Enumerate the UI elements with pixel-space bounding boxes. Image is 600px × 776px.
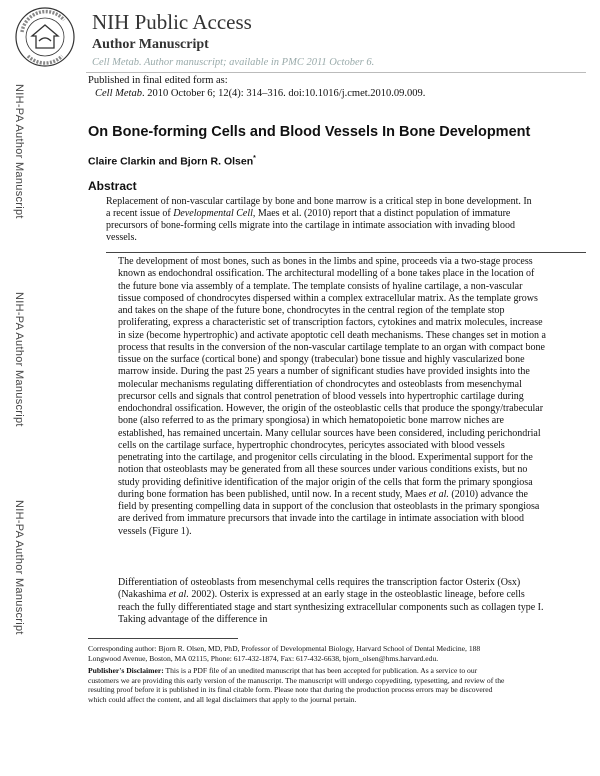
para2-part-b: 2002). Osterix is expressed at an early stage in the osteoblastic lineage, before cells reach the fully differentiated stage and start synthesizing extracellular components such as collagen type I. Taking advantage of the difference in <box>118 589 544 625</box>
body-paragraph-1 <box>118 256 546 538</box>
note-rest: . Author manuscript; available in PMC 2011 October 6. <box>138 57 375 68</box>
author-names: Claire Clarkin and Bjorn R. Olsen <box>88 155 254 168</box>
publisher-disclaimer <box>88 666 508 704</box>
para2-et-al: et al. <box>168 589 189 601</box>
author-list <box>88 155 256 168</box>
sidebar-label-2: NIH-PA Author Manuscript <box>13 292 25 427</box>
header-divider <box>86 72 586 73</box>
citation-details: . 2010 October 6; 12(4): 314–316. doi:10.1016/j.cmet.2010.09.009. <box>141 88 426 99</box>
article-title: On Bone-forming Cells and Blood Vessels In Bone Development <box>88 124 531 140</box>
author-mark: * <box>253 155 256 162</box>
repository-title: NIH Public Access <box>92 10 252 34</box>
abstract-part-b: , Maes et al. (2010) report that a distinct population of immature precursors of bone-forming cells migrate into the cartilage in intimate association with invading blood vessels. <box>106 208 516 243</box>
footnote-divider <box>88 638 238 639</box>
citation-line <box>95 88 425 99</box>
para2-part-a: Differentiation of osteoblasts from mesenchymal cells requires the transcription factor Osterix (Osx) (Nakashima <box>118 577 521 601</box>
published-in-label: Published in final edited form as: <box>88 75 228 86</box>
manuscript-type: Author Manuscript <box>92 37 209 52</box>
para1-part-b: (2010) advance the field by presenting compelling data in support of the conclusion that osteoblasts in the primary spongiosa are derived from immature precursors that invade into the cartilage in intimate association with blood vessels (Figure 1). <box>118 488 540 537</box>
disclaimer-text: This is a PDF file of an unedited manuscript that has been accepted for publication. As a service to our customers we are providing this early version of the manuscript. The manuscript will undergo copyediting, typesetting, and review of the resulting proof before it is published in its final citable form. Please note that during the production process errors may be discovered which could affect the content, and all legal disclaimers that apply to the journal pertain. <box>88 666 505 704</box>
note-journal: Cell Metab <box>92 57 139 68</box>
citation-journal: Cell Metab <box>95 88 142 99</box>
disclaimer-label: Publisher's Disclaimer: <box>88 666 164 675</box>
nih-seal-logo <box>14 6 76 68</box>
abstract-part-a: Replacement of non-vascular cartilage by bone and bone marrow is a critical step in bone development. In a recent issue of <box>106 196 532 219</box>
abstract-divider <box>106 252 586 253</box>
abstract-journal: Developmental Cell <box>173 208 253 219</box>
abstract-heading: Abstract <box>88 179 137 193</box>
para1-part-a: The development of most bones, such as bones in the limbs and spine, proceeds via a two-stage process known as endochondral ossification. The architectural modelling of a bone takes place in the location of the future bone via assembly of a template. The template consists of hyaline cartilage, a non-vascular tissue composed of chondrocytes dispersed within a complex extracellular matrix. As the template grows and takes on the shape of the future bone, chondrocytes in the central region of the template stop proliferating, express a characteristic set of transcription factors, cytokines and matrix molecules, increase in size (become hypertrophic) and activate apoptotic cell death mechanisms. These changes set in motion a process that results in the conversion of the non-vascular cartilage template to an organ with compact bone tissue on the surface (cortical bone) and spongy (trabecular) bone tissue and highly vascularized bone marrow inside. During the past 25 years a number of significant studies have provided insights into the molecular mechanisms regulating differentiation of chondrocytes and osteoblasts from mesenchymal precursor cells and signals that control penetration of blood vessels into hypertrophic cartilage during endochondral ossification. However, the origin of the osteoblastic cells that produce the spongy/trabecular bone (also referred to as the primary spongiosa) in which hematopoietic bone marrow niches are established, has remained uncertain. Many cellular sources have been considered, including perichondrial cells on the cartilage surface, hypertrophic chondrocytes, pericytes associated with blood vessels penetrating into the cartilage, and progenitor cells circulating in the blood. Experimental support for the notion that osteoblasts may be generated from all these sources under various conditions exists, but no study providing definitive identification of the major origin of the cells that form the primary spongiosa during bone formation has been published, until now. In a recent study, Maes <box>118 256 546 500</box>
correspondence-footnote: Corresponding author: Bjorn R. Olsen, MD, PhD, Professor of Developmental Biology, Harvard School of Dental Medicine, 188 Longwood Avenue, Boston, MA 02115, Phone: 617-432-1874, Fax: 617-432-6638, bjorn_olsen@hms.harvard.edu. <box>88 644 481 663</box>
sidebar-label-1: NIH-PA Author Manuscript <box>13 84 25 219</box>
sidebar-label-3: NIH-PA Author Manuscript <box>13 500 25 635</box>
abstract-text <box>106 196 538 244</box>
body-paragraph-2 <box>118 577 546 626</box>
availability-note <box>92 57 374 68</box>
para1-et-al: et al. <box>428 488 449 500</box>
